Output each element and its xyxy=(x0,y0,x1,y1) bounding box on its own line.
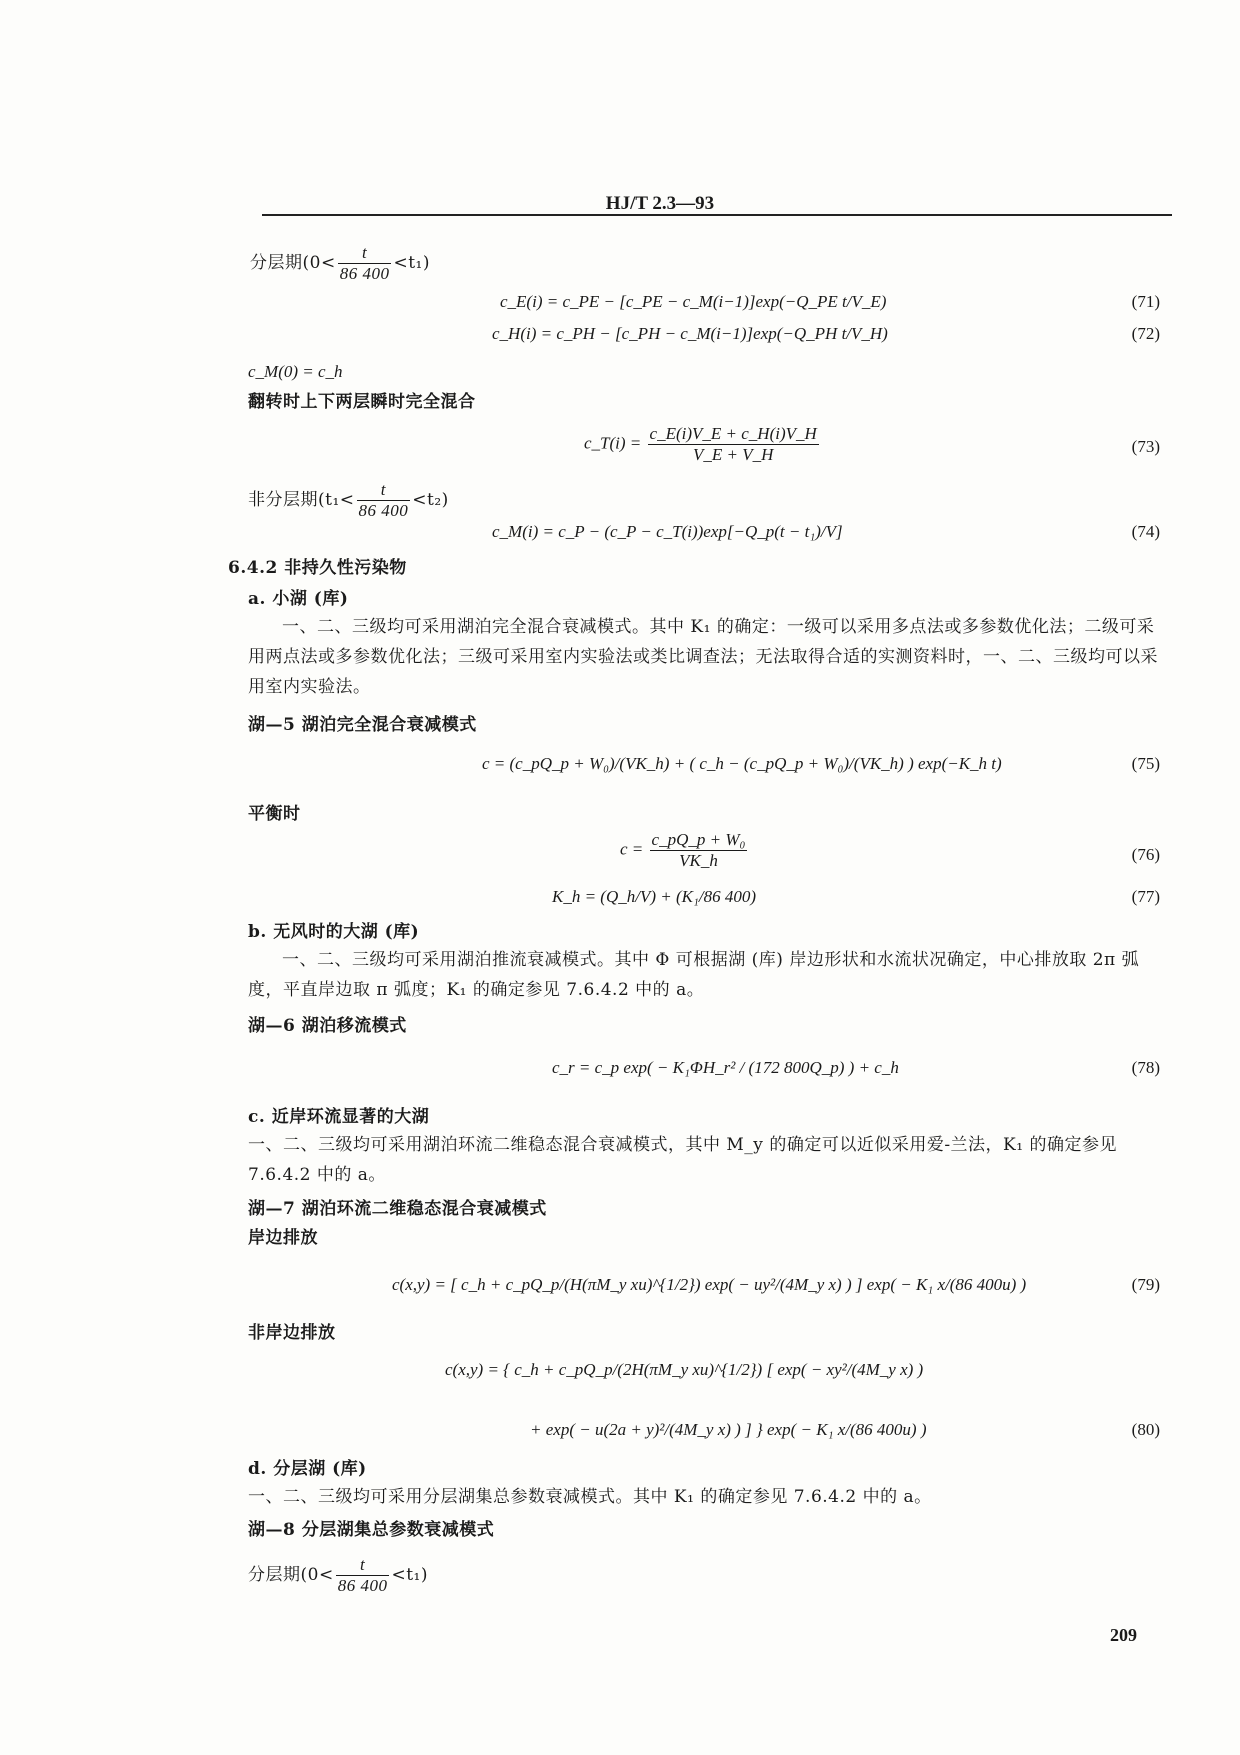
page-number: 209 xyxy=(1110,1625,1137,1645)
equation-75: c = (c_pQ_p + W₀)/(VK_h) + ( c_h − (c_pQ_p + W₀)/(VK_h) ) exp(−K_h t) xyxy=(482,754,1002,773)
equation-number-80: (80) xyxy=(1131,1420,1160,1439)
equation-number-76: (76) xyxy=(1131,845,1160,864)
equation-74: c_M(i) = c_P − (c_P − c_T(i))exp[−Q_p(t − t₁)/V] xyxy=(492,522,843,541)
subsection-b-heading: b. 无风时的大湖 (库) xyxy=(248,922,420,942)
fraction-numerator: t xyxy=(357,480,411,501)
fraction-denominator: VK_h xyxy=(679,851,718,870)
shore-discharge-label: 岸边排放 xyxy=(248,1228,318,1248)
equation-72: c_H(i) = c_PH − [c_PH − c_M(i−1)]exp(−Q_PH t/V_H) xyxy=(492,324,888,343)
lake-7-caption: 湖—7 湖泊环流二维稳态混合衰减模式 xyxy=(248,1199,547,1219)
header-rule xyxy=(262,214,1172,216)
non-stratified-label-text: 非分层期(t₁< xyxy=(248,490,355,510)
paragraph-c: 一、二、三级均可采用湖泊环流二维稳态混合衰减模式，其中 M_y 的确定可以近似采用爱-兰法，K₁ 的确定参见 7.6.4.2 中的 a。 xyxy=(248,1135,1117,1185)
stratified-label-tail: <t₁) xyxy=(391,1565,428,1585)
equation-number-73: (73) xyxy=(1131,437,1160,456)
stratified-label-text: 分层期(0< xyxy=(248,1565,334,1585)
paragraph-b: 一、二、三级均可采用湖泊推流衰减模式。其中 Φ 可根据湖 (库) 岸边形状和水流状况确定，中心排放取 2π 弧度，平直岸边取 π 弧度；K₁ 的确定参见 7.6.4.2 中的 a。 xyxy=(248,950,1140,1000)
equation-79: c(x,y) = [ c_h + c_pQ_p/(H(πM_y xu)^{1/2}) exp( − uy²/(4M_y x) ) ] exp( − K₁ x/(86 400u) ) xyxy=(392,1275,1027,1294)
fraction-numerator: t xyxy=(336,1555,390,1576)
equation-76 xyxy=(620,830,749,871)
equation-number-77: (77) xyxy=(1131,887,1160,906)
equation-80-line-2: + exp( − u(2a + y)²/(4M_y x) ) ] } exp( − K₁ x/(86 400u) ) xyxy=(530,1420,927,1439)
equation-number-72: (72) xyxy=(1131,324,1160,343)
equation-73-lhs: c_T(i) = xyxy=(584,433,642,453)
fraction-numerator: c_pQ_p + W₀ xyxy=(651,830,746,849)
equation-number-78: (78) xyxy=(1131,1058,1160,1077)
paragraph-d: 一、二、三级均可采用分层湖集总参数衰减模式。其中 K₁ 的确定参见 7.6.4.2 中的 a。 xyxy=(248,1487,932,1507)
equation-71: c_E(i) = c_PE − [c_PE − c_M(i−1)]exp(−Q_PE t/V_E) xyxy=(500,292,887,311)
equation-73-fraction xyxy=(648,424,819,465)
subsection-c-heading: c. 近岸环流显著的大湖 xyxy=(248,1107,430,1127)
stratified-period-label xyxy=(250,243,430,284)
document-header: HJ/T 2.3—93 xyxy=(605,193,715,214)
equation-76-lhs: c = xyxy=(620,839,644,859)
stratified-label-text: 分层期(0< xyxy=(250,253,336,273)
fraction-denominator: 86 400 xyxy=(339,264,390,283)
equilibrium-label: 平衡时 xyxy=(248,804,301,824)
turnover-note: 翻转时上下两层瞬时完全混合 xyxy=(248,392,476,412)
non-stratified-period-label xyxy=(248,480,449,521)
lake-8-caption: 湖—8 分层湖集总参数衰减模式 xyxy=(248,1520,495,1540)
non-stratified-label-tail: <t₂) xyxy=(412,490,449,510)
fraction-denominator: V_E + V_H xyxy=(692,445,774,464)
fraction-numerator: c_E(i)V_E + c_H(i)V_H xyxy=(649,424,817,443)
equation-77: K_h = (Q_h/V) + (K₁/86 400) xyxy=(552,887,757,906)
time-fraction xyxy=(338,243,392,284)
equation-number-74: (74) xyxy=(1131,522,1160,541)
equation-number-71: (71) xyxy=(1131,292,1160,311)
initial-condition: c_M(0) = c_h xyxy=(248,362,343,381)
equation-78: c_r = c_p exp( − K₁ΦH_r² / (172 800Q_p) ) + c_h xyxy=(552,1058,899,1077)
fraction-denominator: 86 400 xyxy=(337,1576,388,1595)
lake-5-caption: 湖—5 湖泊完全混合衰减模式 xyxy=(248,715,477,735)
lake-6-caption: 湖—6 湖泊移流模式 xyxy=(248,1016,407,1036)
section-6-4-2-heading: 6.4.2 非持久性污染物 xyxy=(228,558,407,578)
equation-80-line-1: c(x,y) = { c_h + c_pQ_p/(2H(πM_y xu)^{1/2}) [ exp( − xy²/(4M_y x) ) xyxy=(445,1360,924,1379)
time-fraction xyxy=(357,480,411,521)
fraction-denominator: 86 400 xyxy=(358,501,409,520)
equation-73 xyxy=(584,424,821,465)
equation-number-75: (75) xyxy=(1131,754,1160,773)
subsection-a-heading: a. 小湖 (库) xyxy=(248,589,349,609)
equation-number-79: (79) xyxy=(1131,1275,1160,1294)
equation-76-fraction xyxy=(650,830,748,871)
paragraph-a: 一、二、三级均可采用湖泊完全混合衰减模式。其中 K₁ 的确定：一级可以采用多点法或多参数优化法；二级可采用两点法或多参数优化法；三级可采用室内实验法或类比调查法；无法取得合适的实测资料时，一、二、三级均可以采用室内实验法。 xyxy=(248,617,1158,697)
subsection-d-heading: d. 分层湖 (库) xyxy=(248,1459,367,1479)
non-shore-discharge-label: 非岸边排放 xyxy=(248,1323,336,1343)
fraction-numerator: t xyxy=(338,243,392,264)
stratified-label-tail: <t₁) xyxy=(393,253,430,273)
stratified-period-label-2 xyxy=(248,1555,428,1596)
time-fraction xyxy=(336,1555,390,1596)
